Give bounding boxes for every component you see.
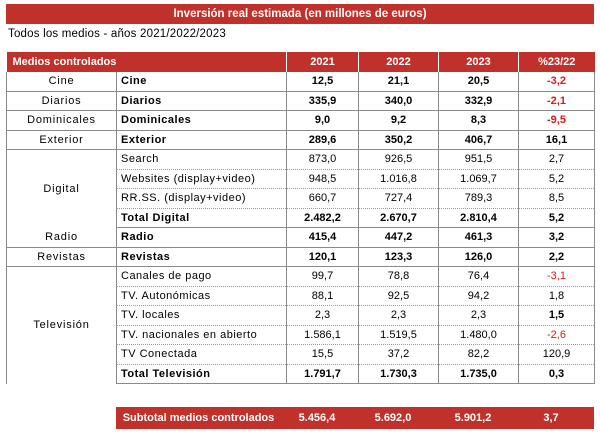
value-2021: 335,9 (287, 91, 359, 111)
value-2023: 2.810,4 (439, 208, 519, 228)
value-pct: -9,5 (519, 111, 595, 131)
value-2021: 88,1 (287, 286, 359, 306)
value-pct: 120,9 (519, 345, 595, 365)
value-pct: 5,2 (519, 169, 595, 189)
value-2023: 20,5 (439, 72, 519, 92)
subtotal-2023: 5.901,2 (454, 412, 492, 424)
value-2022: 2.670,7 (359, 208, 439, 228)
table-row (7, 267, 595, 287)
value-2021: 1.586,1 (287, 325, 359, 345)
table-row (7, 247, 595, 267)
value-2022: 37,2 (359, 345, 439, 365)
value-2021: 415,4 (287, 228, 359, 248)
table-row (7, 111, 595, 131)
value-pct: 0,3 (519, 364, 595, 384)
value-2023: 789,3 (439, 189, 519, 209)
value-2021: 9,0 (287, 111, 359, 131)
table-row (7, 130, 595, 150)
value-pct: 2,2 (519, 247, 595, 267)
category-cell: Revistas (7, 247, 117, 267)
value-2023: 76,4 (439, 267, 519, 287)
category-cell: Televisión (7, 267, 117, 384)
subtotal-2022: 5.692,0 (374, 412, 412, 424)
row-label: Websites (display+video) (117, 169, 287, 189)
table-row (7, 150, 595, 170)
subtotal-pct: 3,7 (543, 412, 559, 424)
report-title: Inversión real estimada (en millones de euros) (6, 4, 594, 24)
value-2022: 2,3 (359, 306, 439, 326)
row-label: Exterior (117, 130, 287, 150)
row-label: Total Digital (117, 208, 287, 228)
investment-table (6, 52, 595, 384)
value-pct: -3,2 (519, 72, 595, 92)
value-pct: 1,8 (519, 286, 595, 306)
row-label: TV. locales (117, 306, 287, 326)
value-pct: 1,5 (519, 306, 595, 326)
value-2023: 8,3 (439, 111, 519, 131)
value-2022: 123,3 (359, 247, 439, 267)
table-row (7, 72, 595, 92)
value-2021: 2,3 (287, 306, 359, 326)
value-2023: 82,2 (439, 345, 519, 365)
value-pct: 3,2 (519, 228, 595, 248)
value-2022: 78,8 (359, 267, 439, 287)
row-label: Diarios (117, 91, 287, 111)
value-2023: 126,0 (439, 247, 519, 267)
row-label: Search (117, 150, 287, 170)
table-row (7, 228, 595, 248)
value-2023: 1.069,7 (439, 169, 519, 189)
subtotal-label: Subtotal medios controlados (122, 412, 275, 424)
value-2022: 926,5 (359, 150, 439, 170)
value-2022: 1.730,3 (359, 364, 439, 384)
category-cell: Diarios (7, 91, 117, 111)
table-header-row (7, 52, 595, 72)
row-label: Total Televisión (117, 364, 287, 384)
category-cell: Cine (7, 72, 117, 92)
value-2022: 9,2 (359, 111, 439, 131)
value-2023: 951,5 (439, 150, 519, 170)
value-2023: 94,2 (439, 286, 519, 306)
value-2023: 2,3 (439, 306, 519, 326)
header-pct: %23/22 (519, 52, 595, 72)
row-label: RR.SS. (display+video) (117, 189, 287, 209)
row-label: TV Conectada (117, 345, 287, 365)
header-medios: Medios controlados (7, 52, 287, 72)
value-2022: 21,1 (359, 72, 439, 92)
value-2023: 461,3 (439, 228, 519, 248)
value-2021: 12,5 (287, 72, 359, 92)
category-cell: Radio (7, 228, 117, 248)
category-cell: Exterior (7, 130, 117, 150)
category-cell: Dominicales (7, 111, 117, 131)
value-pct: -2,6 (519, 325, 595, 345)
value-2021: 948,5 (287, 169, 359, 189)
row-label: Canales de pago (117, 267, 287, 287)
value-pct: 8,5 (519, 189, 595, 209)
value-2022: 727,4 (359, 189, 439, 209)
value-2022: 1.016,8 (359, 169, 439, 189)
header-2022: 2022 (359, 52, 439, 72)
value-pct: -3,1 (519, 267, 595, 287)
value-2021: 15,5 (287, 345, 359, 365)
header-2021: 2021 (287, 52, 359, 72)
value-2022: 447,2 (359, 228, 439, 248)
value-2023: 1.480,0 (439, 325, 519, 345)
row-label: Radio (117, 228, 287, 248)
row-label: Revistas (117, 247, 287, 267)
value-2021: 2.482,2 (287, 208, 359, 228)
row-label: TV. Autonómicas (117, 286, 287, 306)
category-cell: Digital (7, 150, 117, 228)
subtotal-row (116, 407, 594, 429)
row-label: Cine (117, 72, 287, 92)
value-2023: 332,9 (439, 91, 519, 111)
value-2022: 350,2 (359, 130, 439, 150)
value-2022: 1.519,5 (359, 325, 439, 345)
value-pct: 5,2 (519, 208, 595, 228)
value-pct: 2,7 (519, 150, 595, 170)
value-2021: 1.791,7 (287, 364, 359, 384)
value-2021: 873,0 (287, 150, 359, 170)
report-subtitle: Todos los medios - años 2021/2022/2023 (8, 28, 226, 40)
value-2022: 340,0 (359, 91, 439, 111)
value-2021: 120,1 (287, 247, 359, 267)
table-body (7, 72, 595, 384)
value-2021: 660,7 (287, 189, 359, 209)
value-2023: 406,7 (439, 130, 519, 150)
value-2023: 1.735,0 (439, 364, 519, 384)
header-2023: 2023 (439, 52, 519, 72)
value-pct: 16,1 (519, 130, 595, 150)
table-row (7, 91, 595, 111)
value-2022: 92,5 (359, 286, 439, 306)
value-pct: -2,1 (519, 91, 595, 111)
value-2021: 99,7 (287, 267, 359, 287)
row-label: TV. nacionales en abierto (117, 325, 287, 345)
value-2021: 289,6 (287, 130, 359, 150)
subtotal-2021: 5.456,4 (298, 412, 336, 424)
row-label: Dominicales (117, 111, 287, 131)
